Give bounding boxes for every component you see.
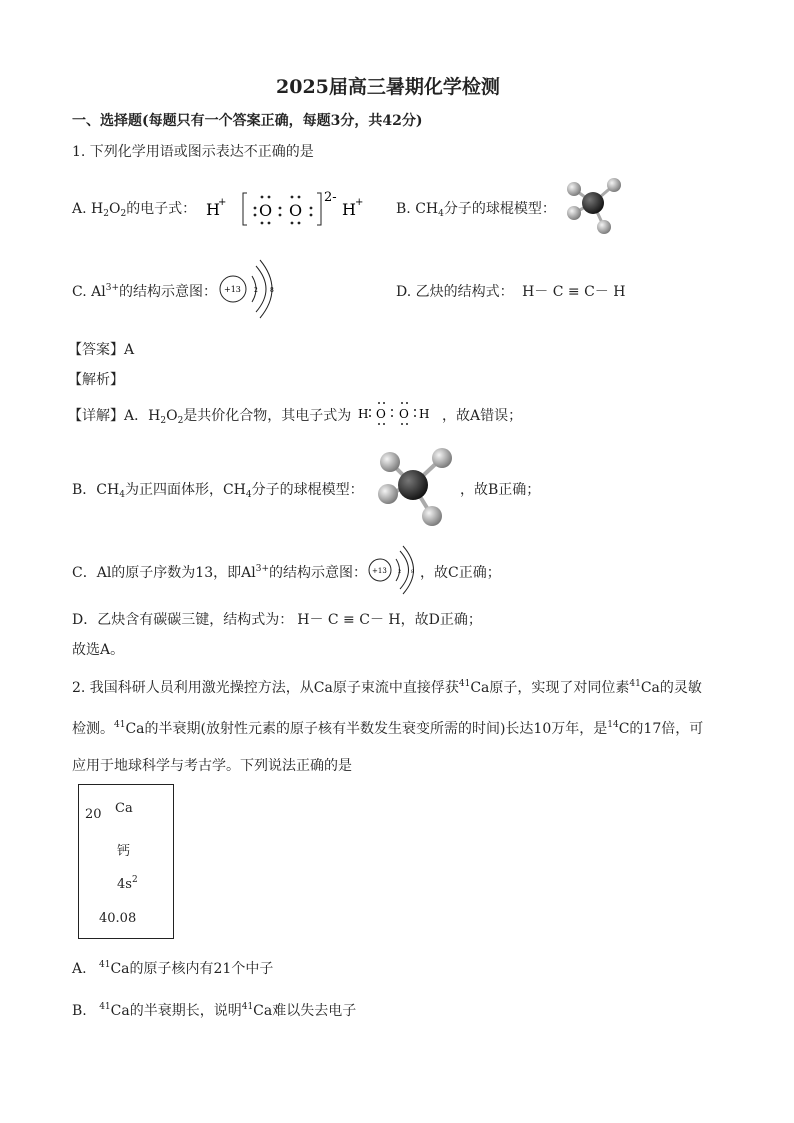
q1-option-c: C. $Al^{3+}$的结构示意图： (72, 283, 217, 300)
detail-a-end: ，故A错误； (442, 408, 523, 424)
svg-text:2: 2 (398, 569, 402, 575)
atomic-mass: 40.08 (99, 911, 137, 926)
element-card (78, 784, 174, 939)
svg-text:8: 8 (270, 287, 274, 294)
detail-d: D．乙炔含有碳碳三键，结构式为： H－ C ≡ C－ H，故D正确； (72, 612, 482, 628)
option-letter: D. (396, 284, 412, 300)
svg-text:2-: 2- (324, 190, 337, 205)
formula: H (91, 201, 104, 217)
electron-formula-ionic (200, 185, 380, 230)
svg-text:H: H (206, 200, 220, 219)
ion: Al (91, 284, 106, 300)
svg-text:H: H (358, 407, 369, 421)
svg-text:H: H (342, 200, 356, 219)
element-symbol: Ca (115, 801, 133, 816)
detail-b-end: ，故B正确； (460, 482, 541, 498)
q1-option-b: B. $CH_4$分子的球棍模型： (396, 201, 556, 219)
q2-line1: 2. 我国科研人员利用激光操控方法，从Ca原子束流中直接俘获$^{41}$Ca原子，实现了对同位素$^{41}$Ca的灵敏 (72, 679, 702, 696)
svg-text:H: H (419, 407, 430, 421)
page-title: 2025届高三暑期化学检测 (276, 76, 500, 98)
svg-text:2: 2 (254, 287, 258, 294)
option-letter: B. (72, 1003, 87, 1019)
ch4-ball-stick-model (560, 175, 630, 240)
option-letter: A. (72, 961, 87, 977)
q1-option-a: A. $H_2O_2$的电子式： (72, 201, 197, 219)
element-name: 钙 (117, 844, 131, 859)
q2-option-b: B. $^{41}$Ca的半衰期长，说明$^{41}$Ca难以失去电子 (72, 1002, 357, 1019)
option-letter: B. (396, 201, 411, 217)
q2-line3: 应用于地球科学与考古学。下列说法正确的是 (72, 758, 352, 774)
q1-stem: 1. 下列化学用语或图示表达不正确的是 (72, 144, 314, 160)
q2-line2: 检测。$^{41}$Ca的半衰期(放射性元素的原子核有半数发生衰变所需的时间)长达10万年，是$^{14}$C的17倍，可 (72, 720, 704, 737)
detail-c-end: ，故C正确； (420, 565, 501, 581)
svg-text:O: O (289, 201, 303, 220)
detail-a: 【详解】A．$H_2O_2$是共价化合物，其电子式为 (68, 408, 352, 426)
ethyne-formula: H－ C ≡ C－ H (522, 284, 626, 300)
svg-text:+13: +13 (224, 285, 241, 294)
svg-text:+: + (218, 197, 227, 208)
conclusion: 故选A。 (72, 642, 125, 658)
svg-text:O: O (376, 407, 386, 421)
detail-b: B．$CH_4$为正四面体形，$CH_4$分子的球棍模型： (72, 482, 364, 500)
atomic-number: 20 (85, 807, 102, 822)
ch4-ball-stick-model-large (372, 442, 460, 530)
answer: 【答案】A (68, 342, 135, 358)
svg-text:+: + (355, 197, 364, 208)
h2o2-electron-formula (356, 399, 444, 427)
q1-option-d: D. 乙炔的结构式： H－ C ≡ C－ H (396, 284, 626, 300)
al-ion-structure-diagram-small (366, 542, 422, 598)
detail-c: C．Al的原子序数为13，即$Al^{3+}$的结构示意图： (72, 564, 367, 581)
q2-option-a: A. $^{41}$Ca的原子核内有21个中子 (72, 960, 274, 977)
analysis-tag: 【解析】 (68, 372, 124, 388)
svg-text:O: O (259, 201, 273, 220)
svg-text:8: 8 (411, 569, 415, 575)
formula: CH (415, 201, 439, 217)
option-letter: A. (72, 201, 87, 217)
section-heading: 一、选择题(每题只有一个答案正确，每题3分，共42分) (72, 113, 423, 129)
svg-text:+13: +13 (372, 567, 387, 575)
option-letter: C. (72, 284, 87, 300)
ethyne-formula: H－ C ≡ C－ H (297, 612, 401, 628)
svg-text:O: O (399, 407, 409, 421)
al-ion-structure-diagram (218, 256, 280, 322)
electron-config: $4s^2$ (117, 875, 138, 892)
